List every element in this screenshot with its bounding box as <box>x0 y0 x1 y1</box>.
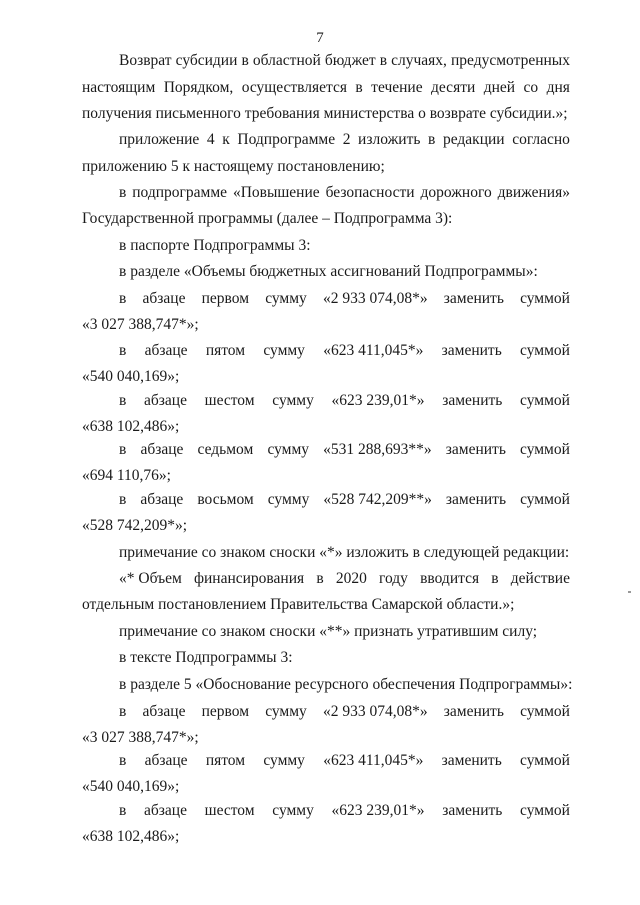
paragraph-5: в разделе «Объемы бюджетных ассигнований Подпрограммы»: <box>119 263 538 280</box>
replacement-1-4 <box>119 441 570 459</box>
word: сумму <box>272 802 314 819</box>
word: «623 411,045*» <box>323 752 424 769</box>
replacement-2-2 <box>119 752 570 770</box>
replacement-1-5 <box>119 491 570 509</box>
word: «2 933 074,08*» <box>322 703 428 720</box>
word: в <box>119 703 127 720</box>
paragraph-3-line-2: Государственной программы (далее – Подпрограмма 3): <box>82 210 453 227</box>
word: седьмом <box>197 441 254 458</box>
word: «531 288,693**» <box>323 441 432 458</box>
word: десяти <box>431 79 476 96</box>
word: абзаце <box>144 752 188 769</box>
word: действие <box>510 570 570 587</box>
word: заменить <box>442 802 503 819</box>
replacement-1-1-cont: «3 027 388,747*»; <box>82 316 199 333</box>
replacement-2-3-cont: «638 102,486»; <box>82 828 180 845</box>
replacement-1-3-cont: «638 102,486»; <box>82 418 180 435</box>
word: абзаце <box>142 703 186 720</box>
word: пятом <box>205 342 246 359</box>
word: суммой <box>520 802 570 819</box>
paragraph-2-line-1 <box>119 131 570 149</box>
paragraph-1-line-1 <box>119 52 570 70</box>
word: сумму <box>267 491 310 508</box>
paragraph-2-line-2: приложению 5 к настоящему постановлению; <box>82 158 385 175</box>
word: сумму <box>265 703 307 720</box>
word: сумму <box>267 441 310 458</box>
word: в <box>428 131 436 148</box>
word: абзаце <box>144 802 187 819</box>
word: областной <box>252 52 321 69</box>
word: дня <box>546 79 570 96</box>
word: «623 239,01*» <box>331 392 425 409</box>
word: заменить <box>442 392 503 409</box>
word: безопасности <box>325 184 415 201</box>
word: к <box>222 131 230 148</box>
word: субсидии <box>175 52 238 69</box>
paragraph-1-line-2 <box>82 79 570 97</box>
page-number: 7 <box>316 30 324 46</box>
word: изложить <box>358 131 421 148</box>
word: сумму <box>265 290 307 307</box>
word: «623 239,01*» <box>331 802 425 819</box>
word: году <box>379 570 408 587</box>
word: в <box>316 570 324 587</box>
word: «Повышение <box>232 184 320 201</box>
replacement-2-1 <box>119 703 570 721</box>
word: в <box>119 491 127 508</box>
word: абзаце <box>140 491 184 508</box>
word: сумму <box>263 752 305 769</box>
replacement-2-1-cont: «3 027 388,747*»; <box>82 729 199 746</box>
word: в <box>119 441 127 458</box>
word: суммой <box>520 703 570 720</box>
word: первом <box>201 703 250 720</box>
word: абзаце <box>144 392 187 409</box>
word: абзаце <box>142 290 186 307</box>
word: со <box>523 79 539 96</box>
word: сумму <box>263 342 305 359</box>
replacement-1-1 <box>119 290 570 308</box>
word: суммой <box>520 392 570 409</box>
word: первом <box>201 290 250 307</box>
word: дорожного <box>420 184 492 201</box>
word: абзаце <box>144 342 188 359</box>
paragraph-9: в тексте Подпрограммы 3: <box>119 649 293 666</box>
word: 2020 <box>335 570 367 587</box>
word: заменить <box>445 491 507 508</box>
word: в <box>119 802 127 819</box>
word: суммой <box>520 752 570 769</box>
word: согласно <box>512 131 570 148</box>
word: приложение <box>119 131 200 148</box>
word: дней <box>483 79 516 96</box>
word: Возврат <box>119 52 172 69</box>
word: редакции <box>442 131 505 148</box>
word: вводится <box>420 570 480 587</box>
word: подпрограмме <box>132 184 228 201</box>
word: суммой <box>520 491 570 508</box>
word: в <box>119 184 127 201</box>
paragraph-1-line-3: получения письменного требования министерства о возврате субсидии.»; <box>82 105 568 122</box>
replacement-1-3 <box>119 392 570 410</box>
word: в <box>491 570 499 587</box>
word: «623 411,045*» <box>323 342 424 359</box>
word: заменить <box>443 290 504 307</box>
word: в <box>355 79 363 96</box>
word: Подпрограмме <box>237 131 336 148</box>
paragraph-7-line-1 <box>119 570 570 588</box>
replacement-2-2-cont: «540 040,169»; <box>82 778 180 795</box>
replacement-1-2 <box>119 342 570 360</box>
word: в <box>119 392 127 409</box>
word: осуществляется <box>241 79 347 96</box>
paragraph-8: примечание со знаком сноски «**» признать утратившим силу; <box>119 623 538 640</box>
replacement-1-4-cont: «694 110,76»; <box>82 467 171 484</box>
word: шестом <box>204 392 255 409</box>
replacement-1-2-cont: «540 040,169»; <box>82 368 180 385</box>
word: шестом <box>204 802 255 819</box>
word: предусмотренных <box>451 52 570 69</box>
word: восьмом <box>197 491 254 508</box>
word: течение <box>371 79 423 96</box>
word: случаях, <box>391 52 447 69</box>
word: в <box>119 342 127 359</box>
word: в <box>241 52 249 69</box>
word: в <box>379 52 388 69</box>
paragraph-10: в разделе 5 «Обоснование ресурсного обеспечения Подпрограммы»: <box>119 676 573 693</box>
replacement-2-3 <box>119 802 570 820</box>
paragraph-6: примечание со знаком сноски «*» изложить в следующей редакции: <box>119 544 570 561</box>
word: абзаце <box>140 441 184 458</box>
word: суммой <box>520 441 570 458</box>
word: заменить <box>445 441 506 458</box>
word: суммой <box>520 342 570 359</box>
word: заменить <box>441 342 502 359</box>
paragraph-7-line-2: отдельным постановлением Правительства Самарской области.»; <box>82 596 515 613</box>
word: сумму <box>272 392 314 409</box>
word: «2 933 074,08*» <box>322 290 428 307</box>
word: 4 <box>206 131 215 148</box>
word: в <box>119 752 127 769</box>
replacement-1-5-cont: «528 742,209*»; <box>82 517 188 534</box>
word: суммой <box>520 290 570 307</box>
word: финансирования <box>193 570 305 587</box>
scan-speck <box>628 591 631 593</box>
paragraph-3-line-1 <box>119 184 570 202</box>
word: Порядком, <box>163 79 234 96</box>
word: бюджет <box>324 52 376 69</box>
word: «528 742,209**» <box>323 491 432 508</box>
word: «* Объем <box>119 570 182 587</box>
word: движения» <box>497 184 570 201</box>
paragraph-4: в паспорте Подпрограммы 3: <box>119 237 311 254</box>
word: настоящим <box>82 79 156 96</box>
word: в <box>119 290 127 307</box>
word: заменить <box>443 703 504 720</box>
word: заменить <box>441 752 502 769</box>
word: пятом <box>205 752 246 769</box>
word: 2 <box>342 131 351 148</box>
